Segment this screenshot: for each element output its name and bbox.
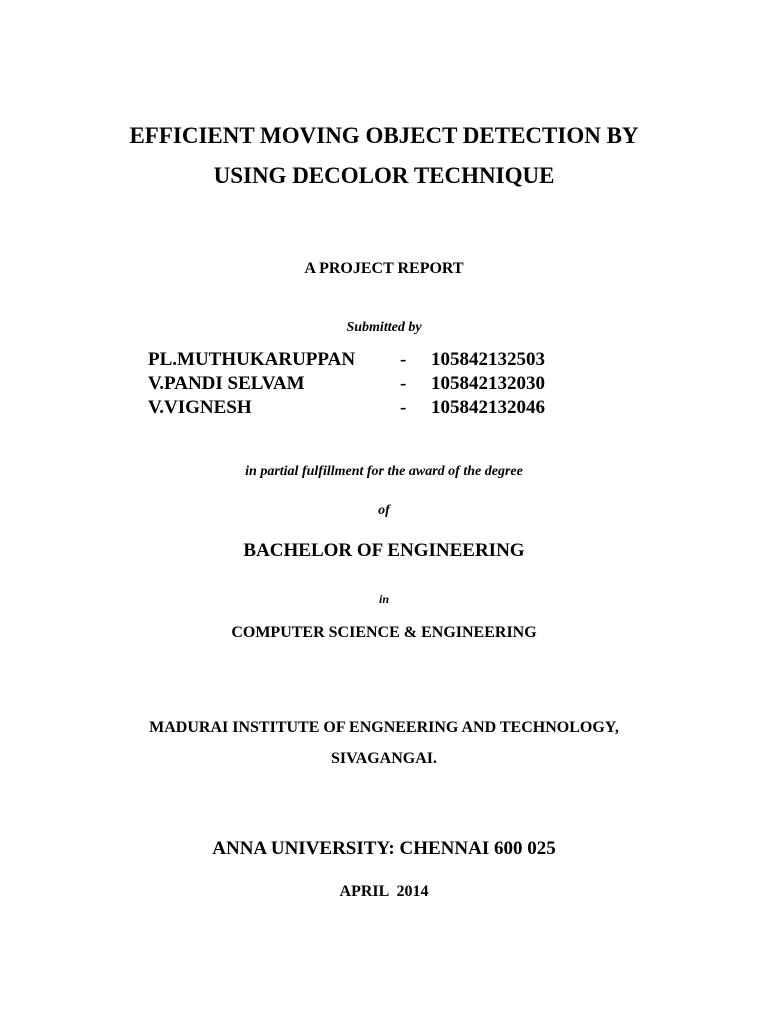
fulfillment-text: in partial fulfillment for the award of the degree bbox=[245, 464, 523, 479]
degree-name: BACHELOR OF ENGINEERING bbox=[243, 540, 525, 561]
student-register-number: 105842132030 bbox=[431, 373, 545, 394]
project-title-line-1: EFFICIENT MOVING OBJECT DETECTION BY bbox=[129, 123, 639, 148]
student-name: V.VIGNESH bbox=[148, 397, 252, 418]
branch-name: COMPUTER SCIENCE & ENGINEERING bbox=[231, 624, 537, 641]
student-list bbox=[148, 350, 628, 422]
student-separator: - bbox=[400, 373, 407, 394]
institution-location: SIVAGANGAI. bbox=[331, 750, 437, 767]
report-type: A PROJECT REPORT bbox=[304, 260, 464, 277]
submitted-by-label: Submitted by bbox=[346, 320, 422, 335]
in-text: in bbox=[378, 592, 389, 606]
student-register-number: 105842132046 bbox=[431, 397, 545, 418]
student-separator: - bbox=[400, 397, 407, 418]
of-text: of bbox=[378, 503, 390, 518]
institution-name: MADURAI INSTITUTE OF ENGNEERING AND TECHNOLOGY, bbox=[149, 719, 619, 736]
project-title-line-2: USING DECOLOR TECHNIQUE bbox=[213, 163, 555, 188]
student-name: V.PANDI SELVAM bbox=[148, 373, 305, 394]
university-name: ANNA UNIVERSITY: CHENNAI 600 025 bbox=[212, 838, 556, 859]
submission-date: APRIL 2014 bbox=[339, 883, 429, 900]
student-row bbox=[148, 398, 628, 422]
student-row bbox=[148, 374, 628, 398]
student-register-number: 105842132503 bbox=[431, 349, 545, 370]
student-row bbox=[148, 350, 628, 374]
student-name: PL.MUTHUKARUPPAN bbox=[148, 349, 356, 370]
student-separator: - bbox=[400, 349, 407, 370]
